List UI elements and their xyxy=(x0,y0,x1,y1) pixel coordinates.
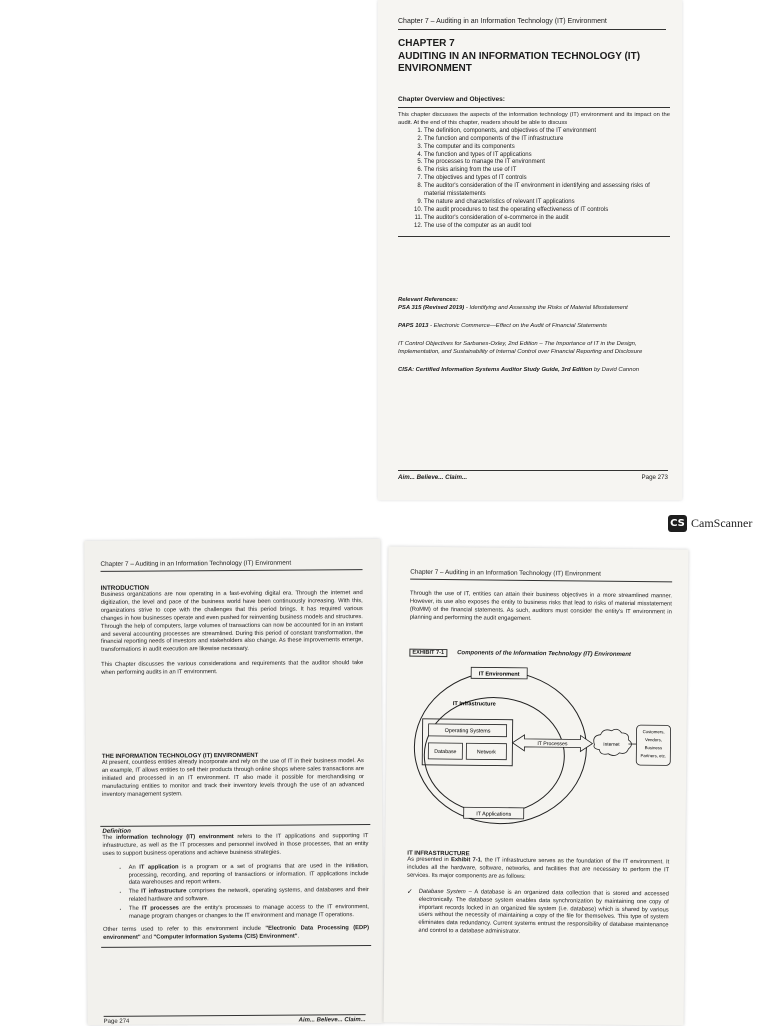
objective-item: 10. The audit procedures to test the operating effectiveness of IT controls xyxy=(424,207,670,215)
header-rule xyxy=(398,29,666,30)
objective-item: 2. The function and components of the IT infrastructure xyxy=(424,136,670,144)
database-system-text xyxy=(418,888,669,938)
it-applications-label: IT Applications xyxy=(476,811,511,817)
page-273 xyxy=(378,0,682,500)
objective-item: 5. The processes to manage the IT environment xyxy=(424,159,670,167)
page-header xyxy=(398,18,666,30)
objective-item: 1. The definition, components, and objectives of the IT environment xyxy=(424,128,670,136)
objective-item: 7. The objectives and types of IT controls xyxy=(424,175,670,183)
definition-bullet xyxy=(129,863,369,888)
definition-body: refers to the IT applications and supporting IT infrastructure, as well as the IT processes and personnel involved in those processes, that an entity uses to support business operations and achieve business strategies. xyxy=(102,833,368,857)
it-environment-section xyxy=(102,752,364,799)
database-label: Database xyxy=(434,749,456,755)
database-system-item xyxy=(406,888,668,938)
footer-motto: Aim... Believe... Claim... xyxy=(299,1017,366,1023)
it-environment-label: IT Environment xyxy=(479,671,520,677)
objectives-list xyxy=(398,128,670,231)
network-label: Network xyxy=(477,749,496,755)
overview-bottom-rule xyxy=(398,236,670,237)
definition-heading: Definition xyxy=(102,826,368,835)
definition-bullet xyxy=(129,887,369,904)
exhibit-label: EXHIBIT 7-1 xyxy=(409,649,447,657)
external-line: Partners, etc. xyxy=(641,753,667,758)
header-rule xyxy=(101,569,363,572)
objective-item: 3. The computer and its components xyxy=(424,144,670,152)
it-infrastructure-heading: IT INFRASTRUCTURE xyxy=(407,851,669,860)
definition-bullet xyxy=(129,904,369,921)
definition-term: information technology (IT) environment xyxy=(116,834,234,841)
reference-code: PAPS 1013 xyxy=(398,323,428,329)
infra-body: , the IT infrastructure serves as the foundation of the IT environment. It includes all the hardware, software, networks, and facilities that are necessary to perform the IT services. Its major components are as follows: xyxy=(407,857,669,879)
bullet-body: is a program or a set of programs that are used in the initiation, processing, recording, and reporting of transactions or information. IT applications include data warehouses and report writers. xyxy=(129,863,369,886)
running-header: Chapter 7 – Auditing in an Information Technology (IT) Environment xyxy=(398,18,666,25)
it-infrastructure-section xyxy=(406,851,669,939)
other-terms-lead: Other terms used to refer to this environment include xyxy=(103,926,265,933)
bullet-term: IT infrastructure xyxy=(141,888,186,894)
bullet-lead: An xyxy=(129,864,140,870)
infra-lead: As presented in xyxy=(407,857,451,863)
reference-psa315 xyxy=(398,305,670,313)
infra-exhibit-ref: Exhibit 7-1 xyxy=(451,857,481,863)
database-system-body: – A database is an organized data collection that is stored and accessed electronically. The database system enables data synchronization by maintaining one copy of important records locked in an organized file system (i.e. database) which is shared by various users without the necessity of maintaining a copy of the file for themselves. This type of system eliminates data redundancy. Current systems entrust the responsibility of database maintenance and control to a database administrator. xyxy=(418,889,669,935)
running-header: Chapter 7 – Auditing in an Information Technology (IT) Environment xyxy=(410,569,672,579)
camscanner-watermark xyxy=(668,515,752,532)
external-line: Business xyxy=(645,745,662,750)
other-term-edp: "Electronic Data Processing (EDP) environment" xyxy=(103,925,369,941)
objective-item: 11. The auditor's consideration of e-commerce in the audit xyxy=(424,215,670,223)
it-environment-diagram xyxy=(404,665,676,830)
reference-title: - Identifying and Assessing the Risks of Material Misstatement xyxy=(464,305,627,311)
bullet-term: IT processes xyxy=(142,905,179,911)
introduction-closing: This Chapter discusses the various considerations and requirements that the auditor should take when performing audits in an IT environment. xyxy=(101,660,363,678)
other-terms xyxy=(103,925,369,943)
it-infrastructure-label: IT Infrastructure xyxy=(453,701,496,707)
definition-lead: The xyxy=(102,835,116,841)
objective-item: 4. The function and types of IT applications xyxy=(424,152,670,160)
it-environment-paragraph: At present, countless entities already incorporate and rely on the use of IT in their business model. As an example, IT allows entities to sell their products through online shops where sales transactions are initiated and processed in an IT environment. IT also made it possible for merchandising or manufacturing entities to monitor and track their inventory levels through the use of an advanced inventory management system. xyxy=(102,758,364,799)
references-heading: Relevant References: xyxy=(398,297,670,305)
other-terms-end: . xyxy=(298,934,300,940)
reference-title: by David Cannon xyxy=(592,367,639,373)
objective-item: 12. The use of the computer as an audit tool xyxy=(424,223,670,231)
reference-cisa xyxy=(398,367,670,375)
page-footer xyxy=(104,1014,366,1025)
other-term-cis: "Computer Information Systems (CIS) Environment" xyxy=(154,934,298,941)
chapter-title: AUDITING IN AN INFORMATION TECHNOLOGY (IT) ENVIRONMENT xyxy=(398,51,668,76)
reference-paps1013 xyxy=(398,323,670,331)
it-infrastructure-paragraph xyxy=(407,857,669,883)
page-275 xyxy=(384,546,689,1025)
camscanner-logo-icon: CS xyxy=(668,515,687,532)
chapter-label: CHAPTER 7 xyxy=(398,38,668,51)
bullet-term: IT application xyxy=(139,864,178,870)
it-intro-paragraph: Through the use of IT, entities can attain their business objectives in a more streamlined manner. However, its use also exposes the entity to business risks that lead to risks of material misstatement (RoMM) of the financial statements. As such, auditors must consider the entity's IT environment in planning and performing the audit engagement. xyxy=(410,591,672,625)
page-number: Page 273 xyxy=(642,474,669,481)
chapter-heading xyxy=(398,38,668,76)
objective-item: 9. The nature and characteristics of relevant IT applications xyxy=(424,199,670,207)
page-header xyxy=(100,559,362,572)
page-274 xyxy=(84,539,383,1025)
reference-sox: IT Control Objectives for Sarbanes-Oxley, 2nd Edition – The Importance of IT in the Design, Implementation, and Sustainability of Internal Control over Financial Reporting and Disclosure xyxy=(398,341,670,357)
references-section xyxy=(398,297,670,374)
definition-bullets xyxy=(103,863,369,921)
introduction-paragraph: Business organizations are now operating in a fast-evolving digital era. Through the internet and digitization, the level and pace of the business world have been continuously increasing. With this, organizations strive to cope with the challenges that this period brings. It has required various changes in how businesses operate and even pushed for reinventing business models and structures. Through the help of computers, large volumes of transactions can now be accounted for in an instant and several accounting processes are streamlined. During this period of constant transformation, the financial reporting needs of investors and stakeholders also change. As these improvements emerge, transformations in audit execution are likewise necessary. xyxy=(101,590,363,655)
external-line: Customers, xyxy=(643,729,665,734)
bullet-body: are the entity's processes to manage access to the IT environment, manage program changes or changes to the IT environment and manage IT operations. xyxy=(129,904,369,919)
running-header: Chapter 7 – Auditing in an Information Technology (IT) Environment xyxy=(100,559,362,568)
reference-code: PSA 315 (Revised 2019) xyxy=(398,305,464,311)
exhibit-caption xyxy=(409,649,671,660)
objective-item: 6. The risks arising from the use of IT xyxy=(424,167,670,175)
check-mark-icon: ✓ xyxy=(406,888,412,935)
it-environment-heading: THE INFORMATION TECHNOLOGY (IT) ENVIRONMENT xyxy=(102,752,364,760)
bullet-lead: The xyxy=(129,889,141,895)
footer-motto: Aim... Believe... Claim... xyxy=(398,474,467,481)
bullet-lead: The xyxy=(129,905,142,911)
external-line: Vendors, xyxy=(645,737,662,742)
overview-intro: This chapter discusses the aspects of the information technology (IT) environment and its impact on the audit. At the end of this chapter, readers should be able to discuss xyxy=(398,112,670,128)
operating-systems-label: Operating Systems xyxy=(445,728,491,734)
overview-rule xyxy=(398,107,670,108)
introduction-section xyxy=(101,583,364,678)
overview-section xyxy=(398,96,670,237)
definition-text xyxy=(102,833,368,859)
internet-label: Internet xyxy=(603,742,620,748)
page-footer xyxy=(398,470,668,481)
reference-code: CISA: Certified Information Systems Auditor Study Guide, 3rd Edition xyxy=(398,367,592,373)
definition-box xyxy=(100,824,371,948)
page-header xyxy=(410,569,672,583)
objective-item: 8. The auditor's consideration of the IT environment in identifying and assessing risks of material misstatements xyxy=(424,183,670,199)
bullet-body: comprises the network, operating systems, and databases and their related hardware and software. xyxy=(129,887,369,902)
overview-heading: Chapter Overview and Objectives: xyxy=(398,96,670,103)
camscanner-name: CamScanner xyxy=(691,516,752,531)
introduction-heading: INTRODUCTION xyxy=(101,583,363,592)
other-terms-and: and xyxy=(141,935,154,941)
database-system-term: Database System xyxy=(419,888,466,894)
reference-title: - Electronic Commerce—Effect on the Audit of Financial Statements xyxy=(428,323,607,329)
it-processes-label: IT Processes xyxy=(537,741,568,747)
page-number: Page 274 xyxy=(104,1019,130,1025)
header-rule xyxy=(410,579,672,583)
exhibit-title: Components of the Information Technology (IT) Environment xyxy=(457,650,631,658)
footer-rule xyxy=(398,470,668,471)
